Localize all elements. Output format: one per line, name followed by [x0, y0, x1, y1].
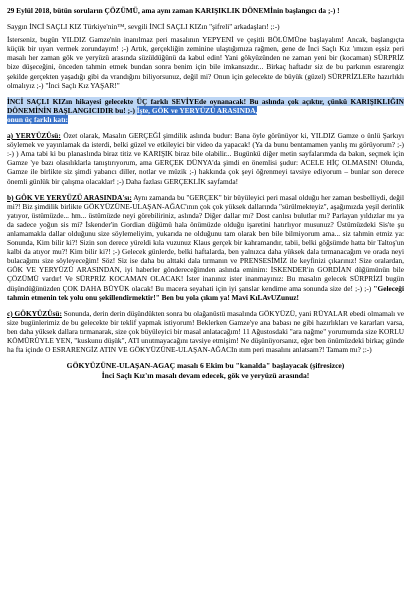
section-sky	[7, 309, 404, 354]
section-earth	[7, 131, 404, 186]
section-earth-title: a) YERYÜZÜsü:	[7, 131, 61, 141]
section-between-body: Aynı zamanda bu "GERÇEK" bir büyüleyici peri masal olduğu her zaman besbelliydi, değil mi?! Biz şimdilik birlikte GÖKYÜZÜNE-ULAŞAN-AĞAC'ının çok çok yüksek dallarında "sürülmekteyiz", aşağımızda yeşil derinlik yatıyor, üstümüzde... hm... üstümüzde neyi görebiliriniz, aslında? Diğer dallar mı? Dost canlısı bulutlar mı? Parlayan yıldızlar mı ya da sadece yoğun sis mi? İskender'in Gordian düğümü hala önümüzde olduğu işaretini hatırlıyor musunuz? Üstümüzdeki Sis'te şu anlamamakla dallar olduğunu size söylemeliyim, yukarıda ne olduğunu tam olarak ben bile bilmiyorum ama... siz tahmin etmiz ya: Sonunda, Kim bilir ki?! Sizin son derece yüreldi kıla vuzunuz Klaus gerçek bir kahramandır, tabii, belki göğsümde hatta bir Taltoş'un kalbi da atıyor mu?! Kim bilir ki?! ;-) Gelecek günlerde, belki haftalarda, ben yalnızca daha yüksek dala tırmanacağım ve orada neyi bulacağımı size söyleyeceğim! Söz! Siz ise daha bu alttaki dala tırmanın ve PRENSESİMİZ ile keyfinizi çıkarınız! Size oralardan, GÖK VE YERYÜZÜ ARASINDAN, iyi haberler göndereceğimden aslında eminim: İSKENDER'in GORDİAN düğümünün bile ÇÖZÜMÜ vardır! Ve SÜRPRİZ KOCAMAN OLACAK! İster inanınız ister inanmayınız: Bu masalın gelecek SÜRPRİZİ bugün düşündüğünüzden ÇOK DAHA BÜYÜK olacak! Bu macera seyahati için iyi şanslar kendime ama sonunda size de! ;-) ;-)	[7, 192, 405, 293]
section-between	[7, 193, 404, 302]
footer-line-1: GÖKYÜZÜNE-ULAŞAN-AGAÇ masalı 6 Ekim bu "kanalda" başlayacak (şifresizce)	[66, 361, 345, 371]
date-heading: 29 Eylül 2018, bütün soruların ÇÖZÜMÜ, ama aynı zaman KARIŞIKLIK DÖNEMİnin başlangıcı da ;-) !	[7, 6, 340, 15]
footer	[7, 361, 404, 380]
section-sky-body: Sonunda, derin derin düşündükten sonra bu olağanüstü masalında GÖKYÜZÜ, yani RÜYALAR ebedi olmamalı ve size bugünlerimiz de bu gelecekte bir teklif yapmak istiyorum! Beklerken Gamze'ye ana babası ne gibi hazırlıkları ve kararları varsa, ben daha yüksek dallara tırmanarak, size çok büyüleyici bir masal anlatacağım! 11 Ağustosdaki "ara nağme" yorumumda size KORLU KÖMÜRÜYLE YEN, "kuskunu düşük", ATI unutmayacağını tavsiye etmişim! Ne düşünüyorsanız, eğer ben önümüzdeki birkaç günde ha fta içinde O ESRARENGİZ ATIN VE GÖKYÜZÜNE-ULAŞAN-AĞACIn ıtım peri masalını anlatsam?! Tamam mı? ;:-)	[7, 308, 405, 355]
footer-line-2: İnci Saçlı Kız'ın masalı devam edecek, gök ve yeryüzü arasında!	[101, 370, 310, 380]
section-between-tail: "Geleceği tahmin etmenin tek yolu onu şekillendirmektir!" Ben bu yola çıkım ya! Mavi KıLAvUZunuz!	[7, 283, 404, 302]
highlighted-block	[7, 97, 404, 124]
section-sky-title: c) GÖKYÜZÜsü:	[7, 308, 62, 318]
highlight-line-1: İNCİ SAÇLI KIZın hikayesi gelecekte ÜÇ farklı SEVİYEde oynanacak! Bu aslında çok açıktır, çünkü KARIŞIKLIĞIN DÖNEMİNİN BAŞLANGICIDIR bu! ;-)	[7, 96, 404, 115]
section-earth-body: Özet olarak, Masalın GERÇEĞİ şimdilik aslında budur: Bana öyle görünüyor ki, YILDIZ Gamze o ünlü Şarkıyı söylemek ve yayınlamak da isterdi, belki güzel ve etkileyici bir video da yapacak! (Ya da bunu bentamamen yanlış mı görüyorum? ;-) :-) ) Ama tabi ki bu planaslında biraz titiz ve KARIŞIK biraz bile olabilir... Bugünkü diğer metin sayfalarımda da bakın, seçmek için Gamze 'ye bazı olasılıklarla tanıştırıyorum, ama GERÇEK DÜNYA'da şimdi en önemlisi şudur: ACELE HİÇ OLMASIN! Olunda, Gamze ile birlikte siz şimdi yabancı diller, notlar ve müzik ;-) hakkında çok şeyi öğrenmeyi tavsiye ediyorum – bunlar son derece önemli günlük bir çalışma olacaklar! ;-) Daha fazlası GERÇEKLİK sayfamda!	[7, 131, 405, 186]
greeting: Saygın İNCİ SAÇLI KIZ Türkiye'nin™, sevgili İNCİ SAÇLI KIZın "şifreli" arkadaşları! ;:-)	[7, 22, 280, 32]
highlight-line-3: onun üç farklı katı:	[7, 114, 69, 124]
section-between-title: b) GÖK VE YERYÜZÜ ARASINDA'sı:	[7, 192, 132, 202]
intro-paragraph: İsterseniz, bugün YILDIZ Gamze'nin inanılmaz peri masalının YEPYENİ ve çeşitli BÖLÜMÜne başlayalım! Ancak, başlangıçta küçük bir uyarı vermek zorundayım! ;-) Artık, gerçekliğin zeminine ulaştığımıza rağmen, gene de İnci Saçlı Kız 'ımızın eşsiz peri masalı her zaman gök ve yeryüzü arasında süzüldüğünü da kabul edin! Yani gökyüzünden ne zaman yeni bir (kocaman) SÜRPRİZ bize düşeceğini, önceden tahmin etmek bundan sonra benim için bile imkansızdır... Birkaç haftadır siz de bu parkının esrarengiz şekilde gerçekten yaşadığı gibi da vrandığını biliyorsunuz, değil mi? Onun için gelecekte de büyük (güzel) SÜRPRİZLERe hazırlıklı olmalıyız ;-) "İnci Saçlı Kız YAŞAR!"	[7, 35, 404, 90]
highlight-line-2: İşte, GÖK ve YERYÜZÜ ARASINDA,	[136, 105, 258, 115]
